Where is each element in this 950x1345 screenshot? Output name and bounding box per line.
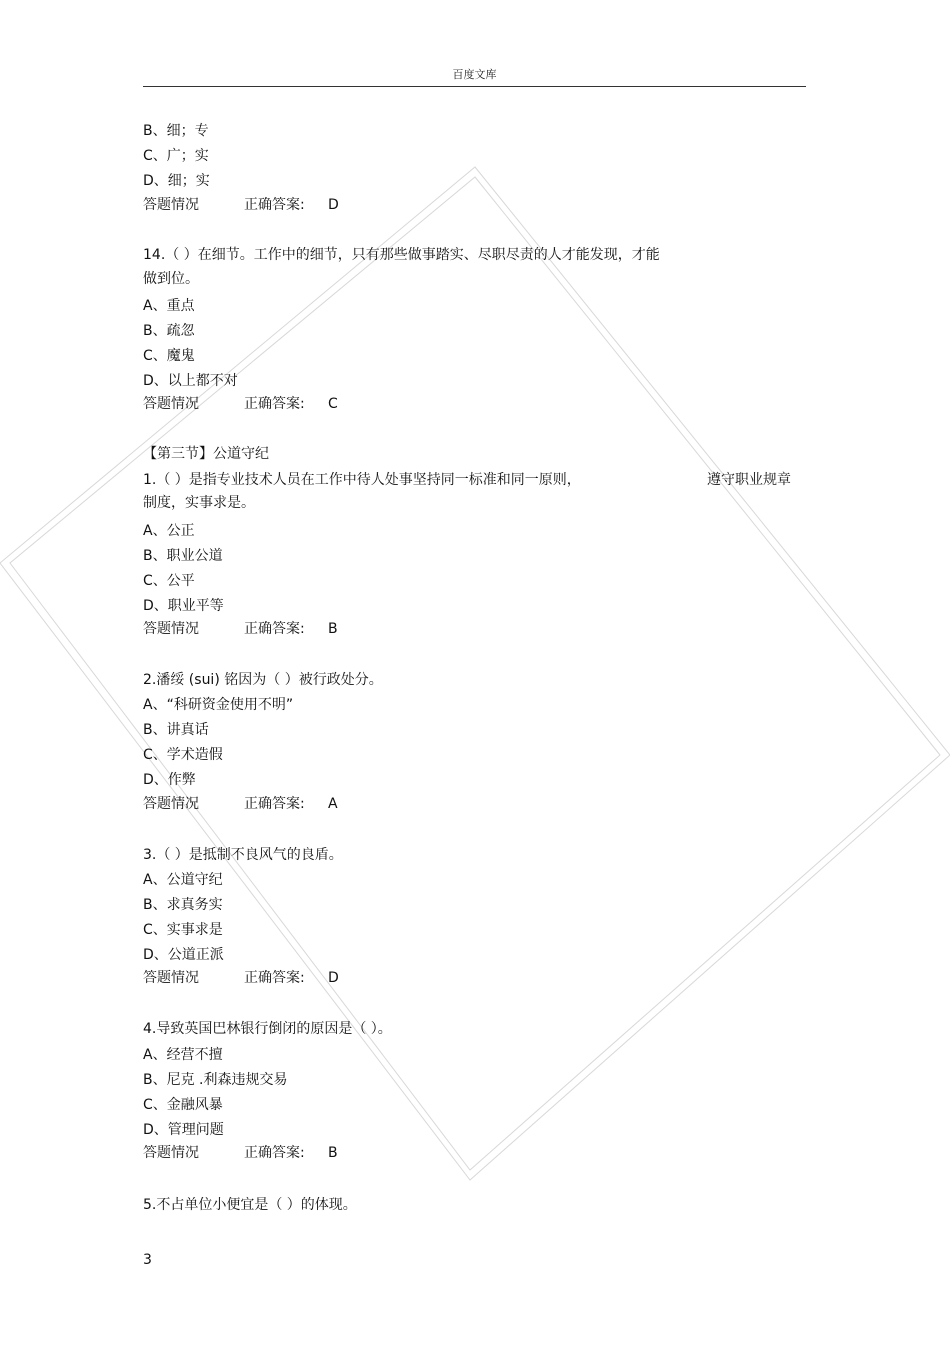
answer-label: 正确答案: xyxy=(244,1145,305,1161)
answer-value: B xyxy=(328,621,338,637)
status-label: 答题情况 xyxy=(143,197,199,213)
page-number: 3 xyxy=(143,1252,152,1268)
option-text: B、尼克 .利森违规交易 xyxy=(143,1072,288,1088)
page-header xyxy=(143,66,806,87)
option-text: C、公平 xyxy=(143,573,195,589)
option-text: B、疏忽 xyxy=(143,323,195,339)
answer-value: D xyxy=(328,197,339,213)
option-text: A、重点 xyxy=(143,298,195,314)
option-text: B、职业公道 xyxy=(143,548,223,564)
option-text: A、经营不擅 xyxy=(143,1047,223,1063)
option-text: C、广；实 xyxy=(143,148,209,164)
option-text: D、职业平等 xyxy=(143,598,224,614)
answer-label: 正确答案: xyxy=(244,621,305,637)
question-stem-continuation: 做到位。 xyxy=(143,271,199,287)
option-text: B、讲真话 xyxy=(143,722,209,738)
question-stem: 1.（ ）是指专业技术人员在工作中待人处事坚持同一标准和同一原则， xyxy=(143,472,581,488)
status-label: 答题情况 xyxy=(143,970,199,986)
answer-value: D xyxy=(328,970,339,986)
question-stem: 4.导致英国巴林银行倒闭的原因是（ ）。 xyxy=(143,1021,392,1037)
question-stem: 5.不占单位小便宜是（ ）的体现。 xyxy=(143,1197,357,1213)
answer-value: A xyxy=(328,796,338,812)
option-text: C、金融风暴 xyxy=(143,1097,223,1113)
option-text: C、实事求是 xyxy=(143,922,223,938)
option-text: D、公道正派 xyxy=(143,947,224,963)
option-text: B、细；专 xyxy=(143,123,209,139)
question-stem: 2.潘绥 (sui) 铭因为（ ）被行政处分。 xyxy=(143,672,383,688)
answer-value: C xyxy=(328,396,338,412)
option-text: D、管理问题 xyxy=(143,1122,224,1138)
option-text: D、细；实 xyxy=(143,173,210,189)
answer-label: 正确答案: xyxy=(244,970,305,986)
answer-label: 正确答案: xyxy=(244,396,305,412)
status-label: 答题情况 xyxy=(143,396,199,412)
section-heading: 【第三节】公道守纪 xyxy=(143,446,269,462)
status-label: 答题情况 xyxy=(143,621,199,637)
option-text: D、作弊 xyxy=(143,772,196,788)
option-text: A、公正 xyxy=(143,523,195,539)
option-text: D、以上都不对 xyxy=(143,373,238,389)
option-text: C、魔鬼 xyxy=(143,348,195,364)
option-text: A、“科研资金使用不明” xyxy=(143,697,294,713)
question-stem: 3.（ ）是抵制不良风气的良盾。 xyxy=(143,847,343,863)
question-stem-tail: 遵守职业规章 xyxy=(707,472,791,488)
option-text: C、学术造假 xyxy=(143,747,223,763)
answer-label: 正确答案: xyxy=(244,796,305,812)
status-label: 答题情况 xyxy=(143,1145,199,1161)
question-stem-continuation: 制度，实事求是。 xyxy=(143,495,255,511)
answer-label: 正确答案: xyxy=(244,197,305,213)
status-label: 答题情况 xyxy=(143,796,199,812)
header-title: 百度文库 xyxy=(452,68,497,81)
option-text: A、公道守纪 xyxy=(143,872,223,888)
option-text: B、求真务实 xyxy=(143,897,223,913)
question-stem: 14.（ ）在细节。工作中的细节，只有那些做事踏实、尽职尽责的人才能发现，才能 xyxy=(143,247,660,263)
answer-value: B xyxy=(328,1145,338,1161)
